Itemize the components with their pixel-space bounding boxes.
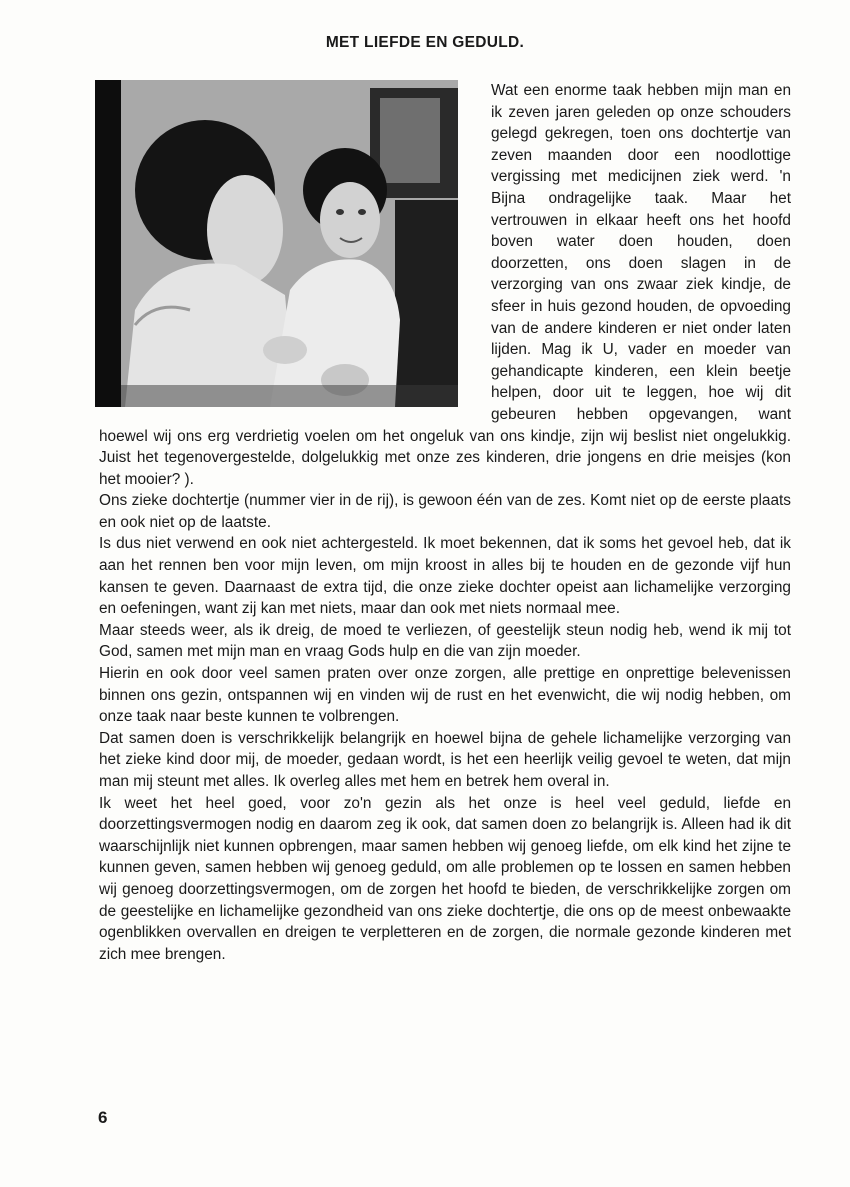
paragraph-6: Dat samen doen is verschrikkelijk belangrijk en hoewel bijna de gehele lichamelijke verzorging van het zieke kind door mij, de moeder, gedaan wordt, is het een heerlijk veilig gevoel te weten, dat mijn man mij steunt met alles. Ik overleg alles met hem en betrek hem overal in. [99, 729, 791, 790]
page-title: MET LIEFDE EN GEDULD. [325, 34, 525, 51]
paragraph-2: Ons zieke dochtertje (nummer vier in de rij), is gewoon één van de zes. Komt niet op de eerste plaats en ook niet op de laatste. [99, 492, 791, 531]
paragraph-7: Ik weet het heel goed, voor zo'n gezin als het onze is heel veel geduld, liefde en doorzettingsvermogen nodig en daarom zeg ik ook, dat samen doen zo belangrijk is. Alleen had ik dit waarschijnlijk niet kunnen opbrengen, maar samen hebben wij genoeg liefde, om elk kind het zijne te kunnen geven, samen hebben wij genoeg geduld, om alle problemen op te lossen en samen hebben wij genoeg doorzettingsvermogen, om de zorgen het hoofd te bieden, de verschrikkelijke zorgen om de geestelijke en lichamelijke gezondheid van ons zieke dochtertje, die ons op de meest onbewaakte ogenblikken overvallen en dreigen te verpletteren en de zorgen, die normale gezonde kinderen met zich mee brengen. [99, 794, 791, 963]
paragraph-5: Hierin en ook door veel samen praten over onze zorgen, alle prettige en onprettige belevenissen binnen ons gezin, ontspannen wij en vinden wij de rust en het evenwicht, die wij nodig hebben, om onze taak naar beste kunnen te volbrengen. [99, 665, 791, 726]
paragraph-1: Wat een enorme taak hebben mijn man en ik zeven jaren geleden op onze schouders gelegd gekregen, toen ons dochtertje van zeven maanden door een noodlottige vergissing met medicijnen ziek werd. 'n Bijna ondragelijke taak. Maar het vertrouwen in elkaar heeft ons het hoofd boven water doen houden, doen doorzetten, ons doen slagen in de verzorging van ons zwaar ziek kindje, de sfeer in huis gezond houden, de opvoeding van de andere kinderen er niet onder laten lijden. Mag ik U, vader en moeder van gehandicapte kinderen, een klein beetje helpen, door uit te leggen, hoe wij dit gebeuren hebben opgevangen, want hoewel wij ons erg verdrietig voelen om het ongeluk van ons kindje, zijn wij beslist niet ongelukkig. Juist het tegenovergestelde, dolgelukkig met onze zes kinderen, drie jongens en drie meisjes (kon het mooier? ). [99, 82, 791, 488]
article-body [99, 80, 791, 965]
paragraph-3: Is dus niet verwend en ook niet achtergesteld. Ik moet bekennen, dat ik soms het gevoel heb, dat ik aan het rennen ben voor mijn leven, om mijn kroost in alles bij te houden en de gezonde vijf hun kansen te geven. Daarnaast de extra tijd, die onze zieke dochter opeist aan lichamelijke verzorging en oefeningen, want zij kan met niets, maar dan ook met niets normaal mee. [99, 535, 791, 618]
photo-spacer [99, 80, 491, 411]
paragraph-4: Maar steeds weer, als ik dreig, de moed te verliezen, of geestelijk steun nodig heb, wend ik mij tot God, samen met mijn man en vraag Gods hulp en die van zijn moeder. [99, 621, 791, 661]
page-number: 6 [98, 1108, 108, 1127]
